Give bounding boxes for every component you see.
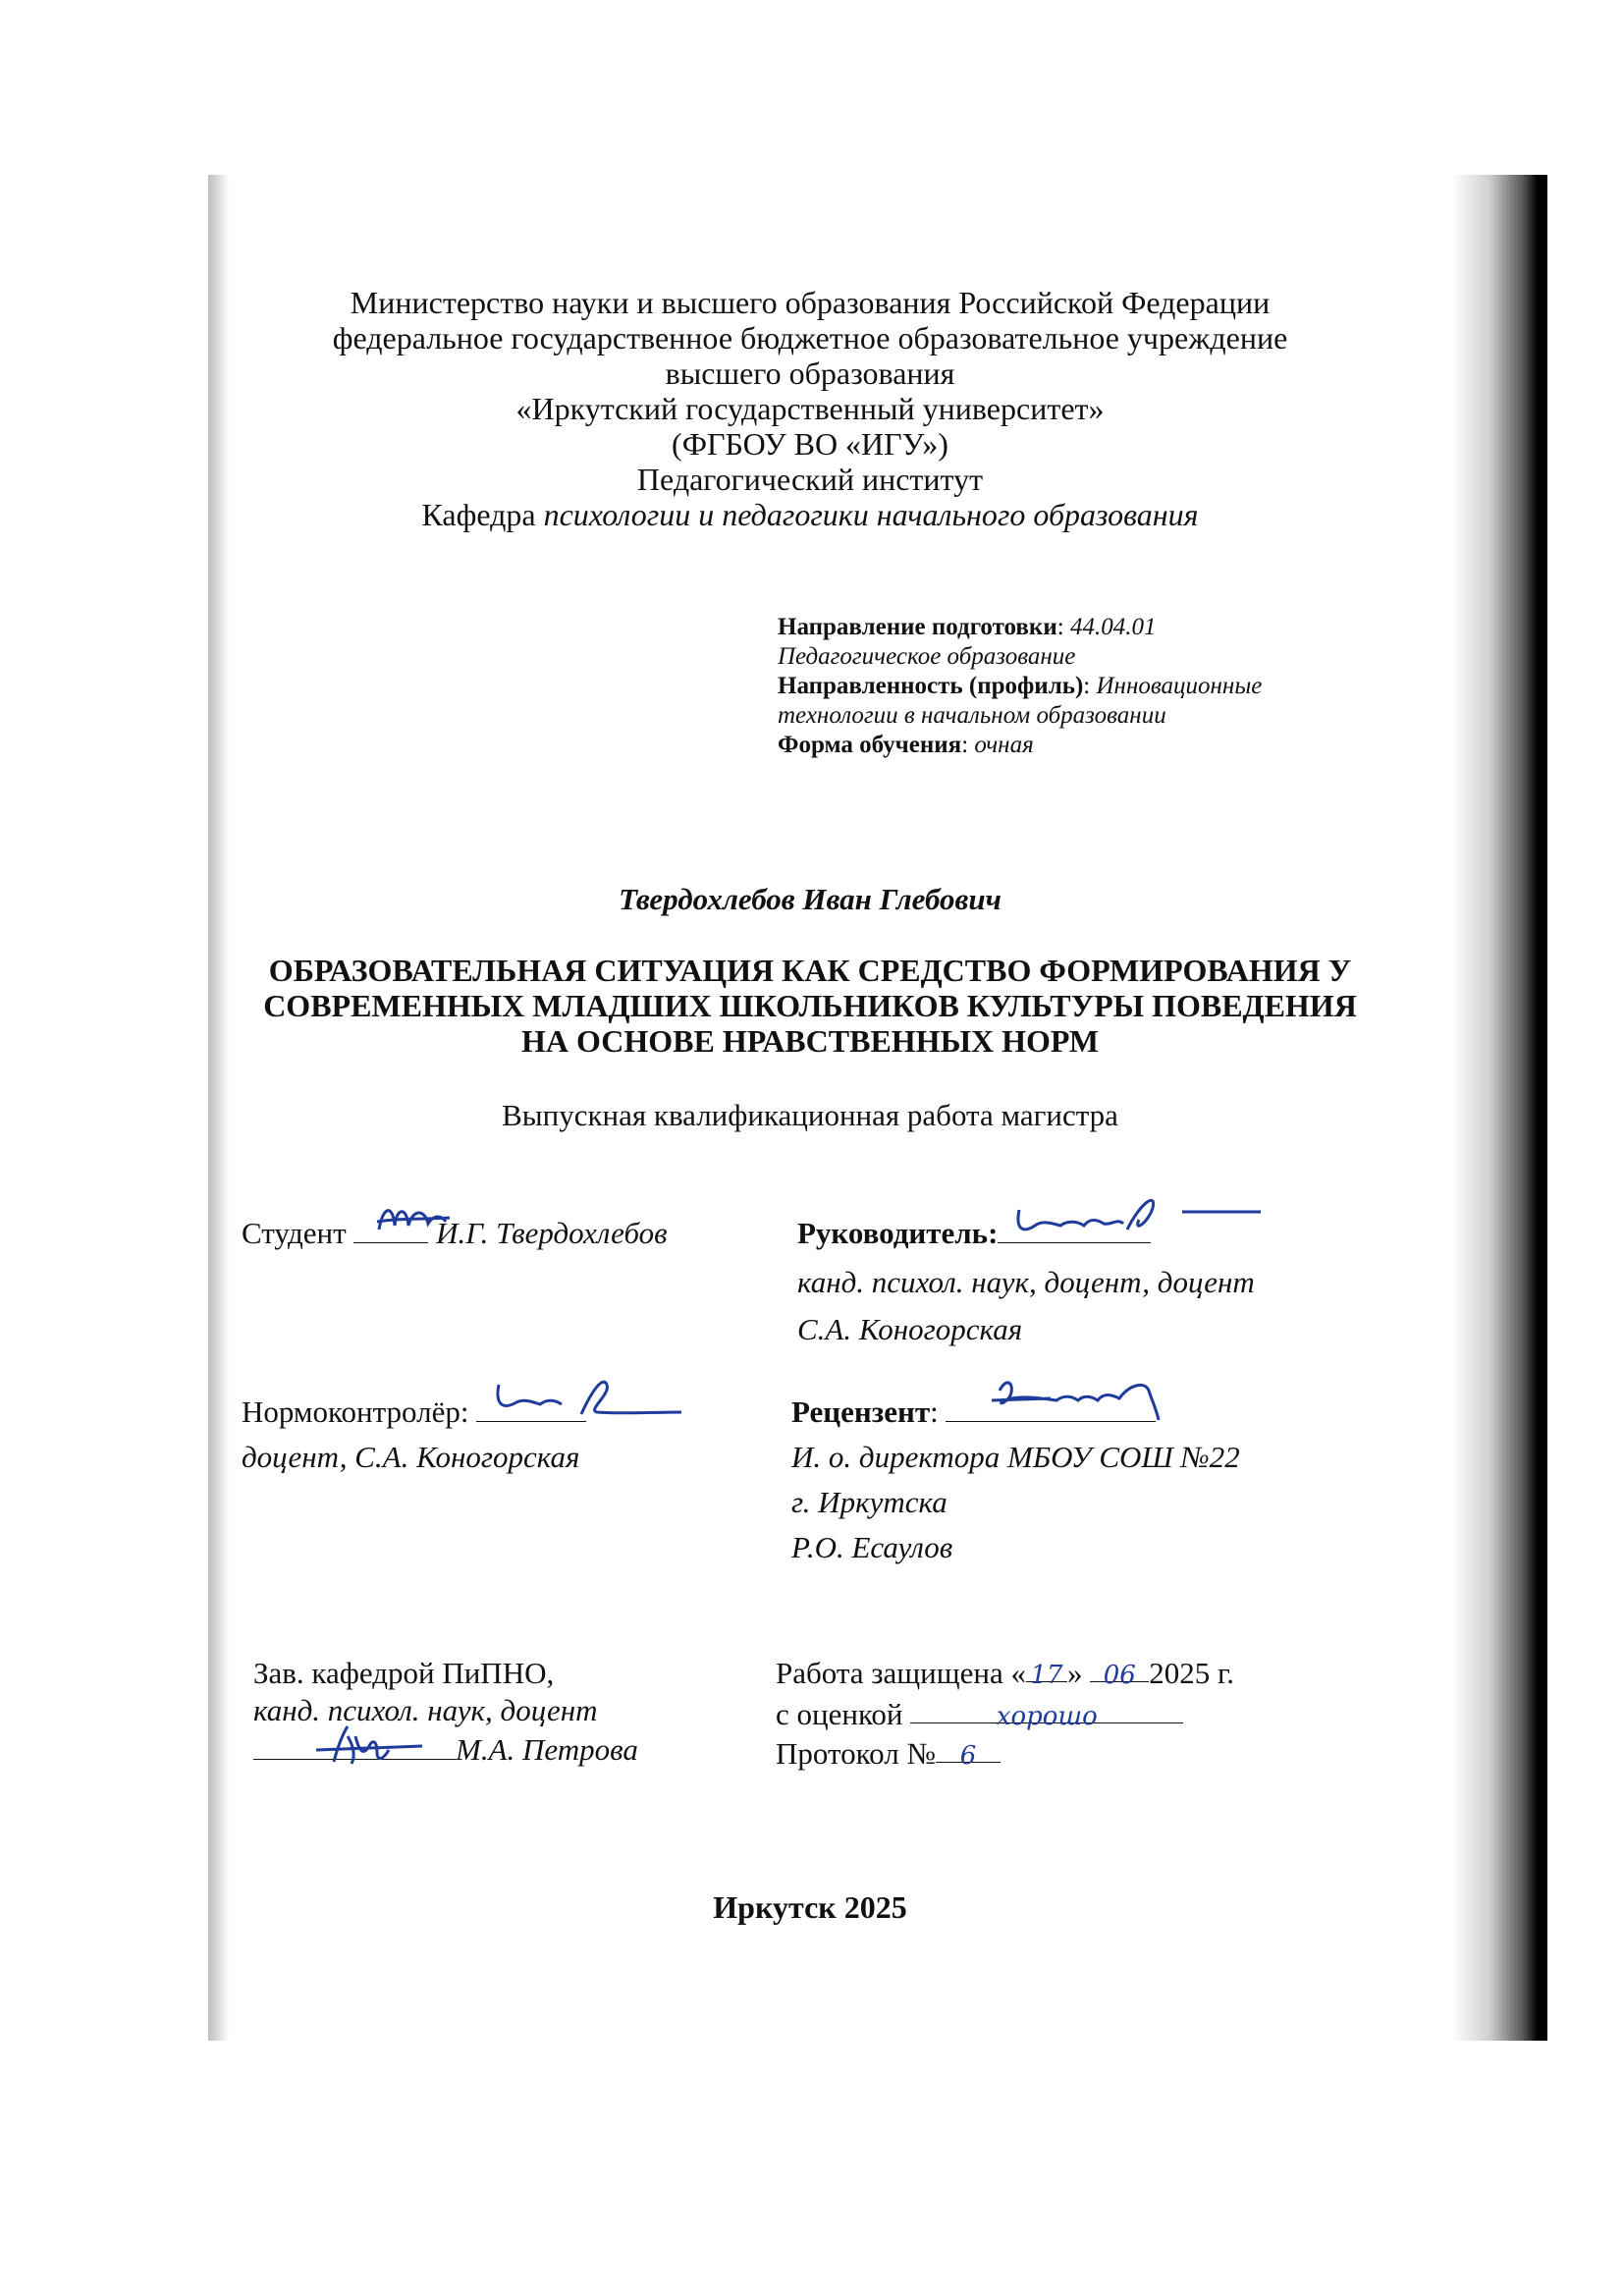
grade-value: хорошо xyxy=(910,1697,1183,1723)
student-label: Студент xyxy=(242,1216,347,1250)
normcontrol-position: доцент, С.А. Коногорская xyxy=(242,1440,580,1474)
student-name: И.Г. Твердохлебов xyxy=(436,1216,668,1250)
reviewer-label: Рецензент xyxy=(791,1394,931,1429)
direction-code: 44.04.01 xyxy=(1069,614,1157,640)
defense-line xyxy=(776,1654,1234,1693)
form-value: очная xyxy=(974,732,1034,758)
scan-shadow-right xyxy=(1451,175,1547,2041)
department-prefix: Кафедра xyxy=(421,497,536,532)
grade-line xyxy=(776,1695,1183,1734)
title-line-3: НА ОСНОВЕ НРАВСТВЕННЫХ НОРМ xyxy=(520,1023,1100,1059)
protocol-line xyxy=(776,1734,1001,1774)
supervisor-signature xyxy=(1009,1190,1265,1249)
head-name: М.А. Петрова xyxy=(456,1732,638,1767)
defense-day: 17 xyxy=(1026,1656,1067,1682)
university-name-line: «Иркутский государственный университет» xyxy=(515,391,1105,426)
department-name: психологии и педагогики начального образования xyxy=(543,497,1199,532)
institute-line: Педагогический институт xyxy=(636,462,984,497)
student-line xyxy=(242,1214,668,1253)
author-name: Твердохлебов Иван Глебович xyxy=(619,882,1001,916)
supervisor-name: С.А. Коногорская xyxy=(797,1312,1023,1346)
supervisor-label: Руководитель: xyxy=(797,1216,999,1250)
title-line-2: СОВРЕМЕННЫХ МЛАДШИХ ШКОЛЬНИКОВ КУЛЬТУРЫ ПОВЕДЕНИЯ xyxy=(263,988,1357,1023)
head-signature xyxy=(295,1717,442,1772)
reviewer-position: И. о. директора МБОУ СОШ №22 xyxy=(791,1440,1240,1474)
profile-line-1: Инновационные xyxy=(1096,673,1263,699)
profile-label: Направленность (профиль) xyxy=(778,673,1084,699)
head-position: Зав. кафедрой ПиПНО, xyxy=(253,1656,555,1690)
institution-header xyxy=(236,285,1384,532)
defense-month: 06 xyxy=(1090,1656,1149,1682)
normcontrol-label: Нормоконтролёр: xyxy=(242,1394,469,1429)
work-type: Выпускная квалификационная работа магистра xyxy=(502,1098,1118,1132)
student-signature xyxy=(373,1200,452,1239)
city-year: Иркутск 2025 xyxy=(713,1889,907,1925)
defense-prefix: Работа защищена « xyxy=(776,1656,1026,1690)
form-label: Форма обучения xyxy=(778,732,962,758)
reviewer-line: Рецензент: xyxy=(791,1393,1156,1432)
direction-block: Направление подготовки: 44.04.01 Педагогическое образование Направленность (профиль): Инновационные технологии в начальном образовании Форма обучения: очная xyxy=(778,613,1347,760)
scan-shadow-left xyxy=(208,175,230,2041)
defense-year: 2025 г. xyxy=(1149,1656,1234,1690)
thesis-title xyxy=(236,953,1384,1059)
reviewer-signature xyxy=(982,1371,1178,1426)
protocol-value: 6 xyxy=(936,1736,1001,1763)
protocol-label: Протокол № xyxy=(776,1736,936,1771)
reviewer-name: Р.О. Есаулов xyxy=(791,1530,953,1564)
defense-mid: » xyxy=(1067,1656,1083,1690)
department-line xyxy=(236,497,1384,532)
institution-type-line: федеральное государственное бюджетное образовательное учреждение xyxy=(332,320,1288,355)
profile-line-2: технологии в начальном образовании xyxy=(778,702,1166,729)
ministry-line: Министерство науки и высшего образования Российской Федерации xyxy=(350,285,1271,320)
direction-name: Педагогическое образование xyxy=(778,643,1076,670)
supervisor-degree: канд. психол. наук, доцент, доцент xyxy=(797,1265,1255,1299)
grade-label: с оценкой xyxy=(776,1697,903,1731)
reviewer-city: г. Иркутска xyxy=(791,1485,947,1519)
normcontrol-signature xyxy=(489,1371,685,1426)
head-degree: канд. психол. наук, доцент xyxy=(253,1693,598,1727)
title-line-1: ОБРАЗОВАТЕЛЬНАЯ СИТУАЦИЯ КАК СРЕДСТВО ФОРМИРОВАНИЯ У xyxy=(268,953,1352,988)
institution-level-line: высшего образования xyxy=(665,355,955,391)
direction-label: Направление подготовки xyxy=(778,614,1057,640)
university-abbrev-line: (ФГБОУ ВО «ИГУ») xyxy=(672,426,948,462)
